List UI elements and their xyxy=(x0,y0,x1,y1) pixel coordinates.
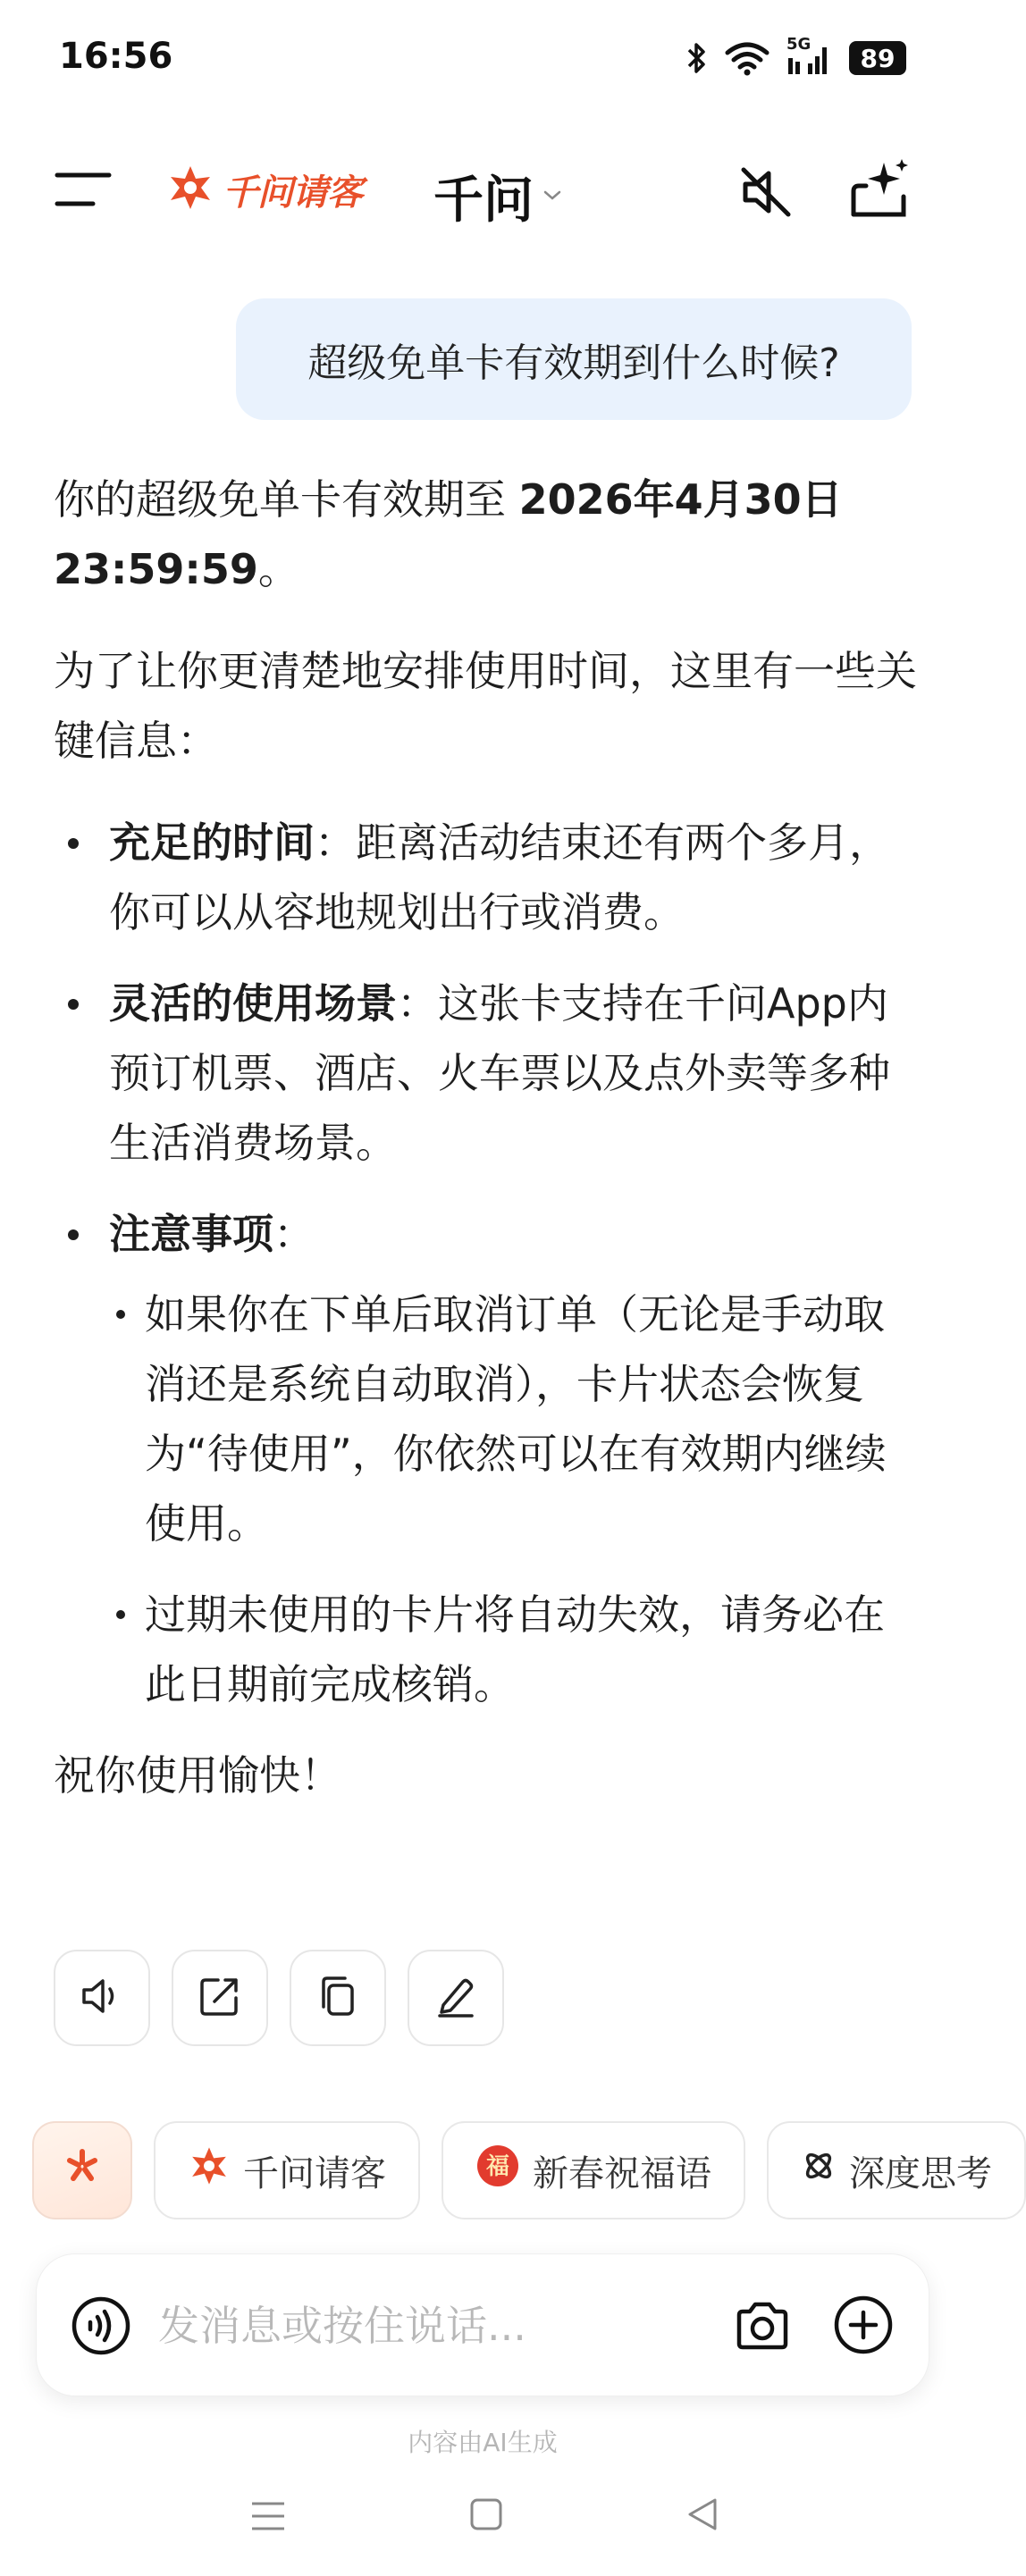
edit-icon xyxy=(433,1973,479,2023)
bullet-title: 灵活的使用场景 xyxy=(109,979,397,1028)
bullet-text: ： xyxy=(273,1210,315,1258)
answer-intro xyxy=(54,465,921,604)
chip-label: 新春祝福语 xyxy=(533,2152,711,2194)
status-time: 16:56 xyxy=(59,36,173,77)
svg-text:福: 福 xyxy=(485,2153,510,2180)
voice-input-icon[interactable] xyxy=(71,2295,131,2356)
intro-prefix: 你的超级免单卡有效期至 xyxy=(54,475,519,524)
home-icon[interactable] xyxy=(468,2496,504,2536)
assistant-answer xyxy=(54,465,921,1810)
recents-icon[interactable] xyxy=(250,2498,286,2538)
chip-label: 深度思考 xyxy=(849,2152,992,2194)
intro-suffix: 。 xyxy=(257,545,299,593)
answer-sub-list xyxy=(109,1280,921,1719)
model-selector[interactable] xyxy=(433,161,562,232)
brand-logo-text: 千问请客 xyxy=(223,171,362,214)
brand-logo[interactable] xyxy=(165,163,362,216)
copy-icon xyxy=(315,1973,361,2023)
chevron-down-icon xyxy=(542,189,562,206)
signal-icon xyxy=(786,35,833,78)
camera-icon[interactable] xyxy=(732,2295,793,2356)
status-bar xyxy=(0,0,965,116)
bullet-text: ：这张卡支持在千问App内预订机票、酒店、火车票以及点外卖等多种生活消费场景。 xyxy=(109,979,890,1167)
bluetooth-icon xyxy=(686,40,708,76)
qianwen-logo-icon xyxy=(165,163,215,216)
back-icon[interactable] xyxy=(685,2496,720,2536)
chip-label: 千问请客 xyxy=(243,2152,386,2194)
wifi-icon xyxy=(724,40,770,76)
plus-icon[interactable] xyxy=(832,2294,895,2356)
user-message-bubble[interactable]: 超级免单卡有效期到什么时候? xyxy=(236,298,912,420)
bullet-text: ：距离活动结束还有两个多月，你可以从容地规划出行或消费。 xyxy=(109,818,890,936)
answer-lead: 为了让你更清楚地安排使用时间，这里有一些关键信息： xyxy=(54,647,917,765)
list-item xyxy=(54,1199,921,1719)
copy-button[interactable] xyxy=(290,1950,386,2046)
speaker-icon xyxy=(79,1973,125,2023)
chip-assistant[interactable] xyxy=(32,2121,132,2219)
list-item xyxy=(54,808,921,947)
bullet-title: 注意事项 xyxy=(109,1210,273,1258)
chip-new-year-greetings[interactable] xyxy=(442,2121,745,2219)
qianwen-logo-icon xyxy=(188,2144,231,2196)
menu-icon[interactable] xyxy=(54,170,116,209)
sub-list-item: 如果你在下单后取消订单（无论是手动取消还是系统自动取消），卡片状态会恢复为“待使用”，你依然可以在有效期内继续使用。 xyxy=(109,1280,921,1558)
sub-list-item: 过期未使用的卡片将自动失效，请务必在此日期前完成核销。 xyxy=(109,1580,921,1719)
share-icon xyxy=(197,1973,243,2023)
intro-date: 2026年4月30日 23:59:59 xyxy=(54,475,843,593)
status-icons xyxy=(686,36,906,80)
app-header xyxy=(0,143,965,232)
fu-icon xyxy=(475,2144,520,2197)
sparkle-icon[interactable] xyxy=(845,155,912,223)
message-input-bar xyxy=(36,2253,929,2396)
chip-qianwen-treat[interactable] xyxy=(154,2121,420,2219)
page-title: 千问 xyxy=(433,172,534,230)
battery-icon: 89 xyxy=(849,41,906,75)
edit-button[interactable] xyxy=(408,1950,504,2046)
mute-icon[interactable] xyxy=(735,161,797,223)
quick-chips xyxy=(32,2121,1026,2219)
system-nav-bar xyxy=(0,2493,965,2547)
bullet-title: 充足的时间 xyxy=(109,818,315,867)
list-item xyxy=(54,969,921,1178)
read-aloud-button[interactable] xyxy=(54,1950,150,2046)
answer-bullet-list xyxy=(54,808,921,1719)
network-type: 5G xyxy=(786,35,812,54)
message-input[interactable] xyxy=(158,2292,730,2360)
answer-actions xyxy=(54,1950,504,2046)
chip-deep-think[interactable] xyxy=(767,2121,1026,2219)
share-button[interactable] xyxy=(172,1950,268,2046)
ai-generated-note: 内容由AI生成 xyxy=(408,2428,558,2457)
asterisk-logo-icon xyxy=(63,2146,102,2194)
deep-think-icon xyxy=(801,2148,837,2193)
answer-closing: 祝你使用愉快！ xyxy=(54,1751,341,1800)
